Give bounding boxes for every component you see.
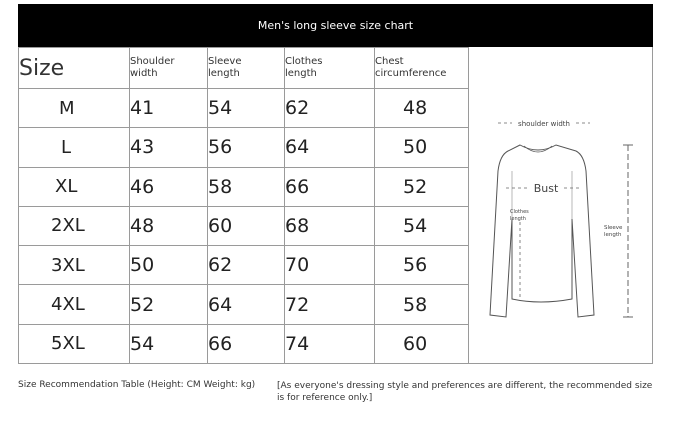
table-row (19, 246, 469, 285)
chest-cell: 60 (375, 324, 469, 363)
chest-cell: 56 (375, 246, 469, 285)
chart-title: Men's long sleeve size chart (18, 4, 653, 47)
shoulder-cell: 46 (130, 167, 208, 206)
header-shoulder-width (130, 48, 208, 89)
size-cell: 4XL (19, 285, 130, 324)
shoulder-width-label: shoulder width (518, 120, 570, 128)
shirt-illustration (468, 47, 653, 364)
clothes-cell: 64 (285, 128, 375, 167)
sleeve-cell: 56 (208, 128, 285, 167)
table-row (19, 167, 469, 206)
header-sleeve-length (208, 48, 285, 89)
sleeve-cell: 54 (208, 89, 285, 128)
size-table (18, 47, 469, 364)
header-row (19, 48, 469, 89)
header-clothes-line1: Clothes (285, 56, 323, 67)
table-row (19, 89, 469, 128)
clothes-cell: 70 (285, 246, 375, 285)
clothes-cell: 72 (285, 285, 375, 324)
header-chest-circumference (375, 48, 469, 89)
footer-disclaimer: [As everyone's dressing style and preferences are different, the recommended size is for reference only.] (277, 381, 653, 403)
shoulder-cell: 50 (130, 246, 208, 285)
table-row (19, 206, 469, 245)
clothes-cell: 66 (285, 167, 375, 206)
header-clothes-length (285, 48, 375, 89)
footer-recommendation-note: Size Recommendation Table (Height: CM Weight: kg) (18, 380, 256, 390)
table-row (19, 128, 469, 167)
header-shoulder-line2: width (130, 68, 158, 79)
table-row (19, 324, 469, 363)
sleeve-cell: 58 (208, 167, 285, 206)
size-cell: 3XL (19, 246, 130, 285)
shoulder-cell: 41 (130, 89, 208, 128)
shoulder-cell: 54 (130, 324, 208, 363)
header-clothes-line2: length (285, 68, 317, 79)
clothes-cell: 62 (285, 89, 375, 128)
header-shoulder-line1: Shoulder (130, 56, 175, 67)
shoulder-cell: 43 (130, 128, 208, 167)
sleeve-cell: 66 (208, 324, 285, 363)
header-size: Size (19, 48, 130, 89)
shoulder-cell: 48 (130, 206, 208, 245)
chest-cell: 48 (375, 89, 469, 128)
sleeve-cell: 64 (208, 285, 285, 324)
clothes-cell: 74 (285, 324, 375, 363)
header-chest-line2: circumference (375, 68, 447, 79)
sleeve-length-label-line1: Sleeve (604, 225, 623, 231)
size-cell: L (19, 128, 130, 167)
header-chest-line1: Chest (375, 56, 404, 67)
sleeve-cell: 60 (208, 206, 285, 245)
sleeve-length-label-line2: length (604, 232, 622, 238)
shirt-neckline (524, 146, 552, 152)
size-cell: 5XL (19, 324, 130, 363)
size-cell: 2XL (19, 206, 130, 245)
chest-cell: 50 (375, 128, 469, 167)
clothes-length-label-line1: Clothes (510, 209, 529, 215)
clothes-length-label-line2: length (510, 216, 526, 222)
shirt-outline (490, 145, 594, 317)
shoulder-cell: 52 (130, 285, 208, 324)
chest-cell: 52 (375, 167, 469, 206)
size-cell: M (19, 89, 130, 128)
size-cell: XL (19, 167, 130, 206)
bust-label: Bust (533, 182, 559, 195)
chest-cell: 58 (375, 285, 469, 324)
header-sleeve-line2: length (208, 68, 240, 79)
table-row (19, 285, 469, 324)
clothes-cell: 68 (285, 206, 375, 245)
chest-cell: 54 (375, 206, 469, 245)
header-sleeve-line1: Sleeve (208, 56, 242, 67)
sleeve-cell: 62 (208, 246, 285, 285)
